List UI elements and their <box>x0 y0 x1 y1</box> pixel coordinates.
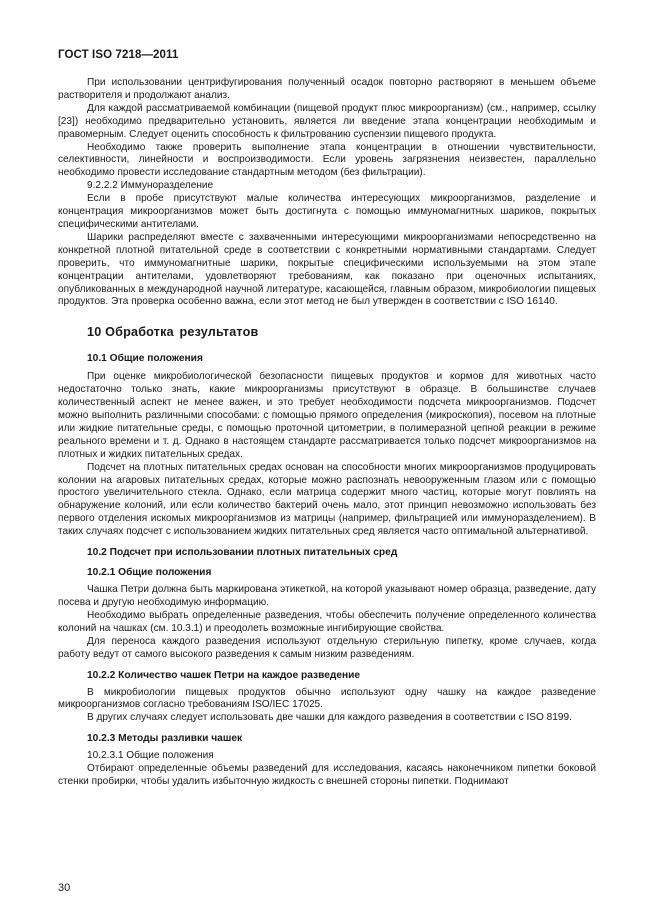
subsection-heading: 10.2 Подсчет при использовании плотных питательных сред <box>87 547 398 559</box>
document-id-header: ГОСТ ISO 7218—2011 <box>58 49 179 61</box>
paragraph: При использовании центрифугирования полученный осадок повторно растворяют в меньшем объеме растворителя и продолжают анализ. <box>58 77 596 101</box>
paragraph: Для каждой рассматриваемой комбинации (пищевой продукт плюс микроорганизм) (см., например, ссылку [23]) необходимо предварительно установить, является ли введение этапа концентрации необходимым и правомерным. Следует оценить способность к фильтрованию суспензии пищевого продукта. <box>58 102 596 140</box>
paragraph: Необходимо выбрать определенные разведения, чтобы обеспечить получение определенного количества колоний на чашках (см. 10.3.1) и преодолеть возможные ингибирующие свойства. <box>58 609 596 634</box>
paragraph: Для переноса каждого разведения используют отдельную стерильную пипетку, кроме случаев, когда работу ведут от самого высокого разведения к самым низким разведениям. <box>58 635 596 660</box>
document-body <box>58 77 596 789</box>
paragraph: Шарики распределяют вместе с захваченными интересующими микроорганизмами непосредственно на конкретной плотной питательной среде в соответствии с конкретными нормативными стандартами. Следует проверить, что иммуномагнитные шарики, покрытые специфическими используемыми на этом этапе концентрации антителами, удовлетворяют требованиям, как показано при оценочных испытаниях, опубликованных в международной научной литературе, касающейся, главным образом, микробиологии пищевых продуктов. Эта проверка особенно важна, если этот метод не был утвержден в соответствии с ISO 16140. <box>58 231 596 308</box>
paragraph: В микробиологии пищевых продуктов обычно используют одну чашку на каждое разведение микроорганизмов согласно требованиям ISO/IEC 17025. <box>58 686 596 711</box>
subsection-heading: 10.2.2 Количество чашек Петри на каждое разведение <box>87 669 361 681</box>
paragraph: Подсчет на плотных питательных средах основан на способности многих микроорганизмов продуцировать колонии на агаровых питательных средах, которые можно распознать невооруженным глазом или с помощью простого увеличительного стекла. Однако, если матрица содержит много частиц, которые могут повлиять на обнаружение колоний, или если количество бактерий очень мало, этот принцип невозможно использовать без первого отделения искомых микроорганизмов из матрицы (например, фильтрацией или иммуноразделением). В таких случаях подсчет с использованием жидких питательных сред является часто оптимальной альтернативой. <box>58 461 596 538</box>
subsection-heading: 10.2.1 Общие положения <box>87 567 212 579</box>
subclause-title: 9.2.2.2 Иммуноразделение <box>87 180 214 192</box>
paragraph: В других случаях следует использовать две чашки для каждого разведения в соответствии с ISO 8199. <box>87 712 572 724</box>
paragraph: При оценке микробиологической безопасности пищевых продуктов и кормов для животных часто недостаточно только знать, какие микроорганизмы присутствуют в образце. В большинстве случаев количественный аспект не менее важен, и это требует необходимости подсчета микроорганизмов. Подсчет можно выполнить различными способами: с помощью прямого определения (микроскопия), посевом на плотные или жидкие питательные среды, с помощью проточной цитометрии, в полимеразной цепной реакции в режиме реального времени и т. д. Однако в настоящем стандарте рассматривается только подсчет микроорганизмов на плотных и жидких питательных средах. <box>58 371 596 460</box>
subclause-title: 10.2.3.1 Общие положения <box>87 750 214 762</box>
paragraph: Если в пробе присутствуют малые количества интересующих микроорганизмов, разделение и концентрация микроорганизмов может быть достигнута с помощью иммуномагнитных шариков, покрытых специфическими антителами. <box>58 193 596 230</box>
subsection-heading: 10.2.3 Методы разливки чашек <box>87 733 243 745</box>
section-heading <box>58 325 596 340</box>
section-number: 10 <box>87 325 102 340</box>
page-number: 30 <box>58 882 71 894</box>
subsection-heading: 10.1 Общие положения <box>87 353 203 365</box>
paragraph: Отбирают определенные объемы разведений для исследования, касаясь наконечником пипетки боковой стенки пробирки, чтобы удалить избыточную жидкость с внешней стороны пипетки. Поднимают <box>58 763 596 788</box>
paragraph: Чашка Петри должна быть маркирована этикеткой, на которой указывают номер образца, разведение, дату посева и другую необходимую информацию. <box>58 584 596 608</box>
section-title: Обработка результатов <box>105 325 259 340</box>
paragraph: Необходимо также проверить выполнение этапа концентрации в отношении чувствительности, селективности, линейности и воспроизводимости. Если уровень загрязнения неизвестен, параллельно необходимо провести исследование стандартным методом (без фильтрации). <box>58 141 596 179</box>
